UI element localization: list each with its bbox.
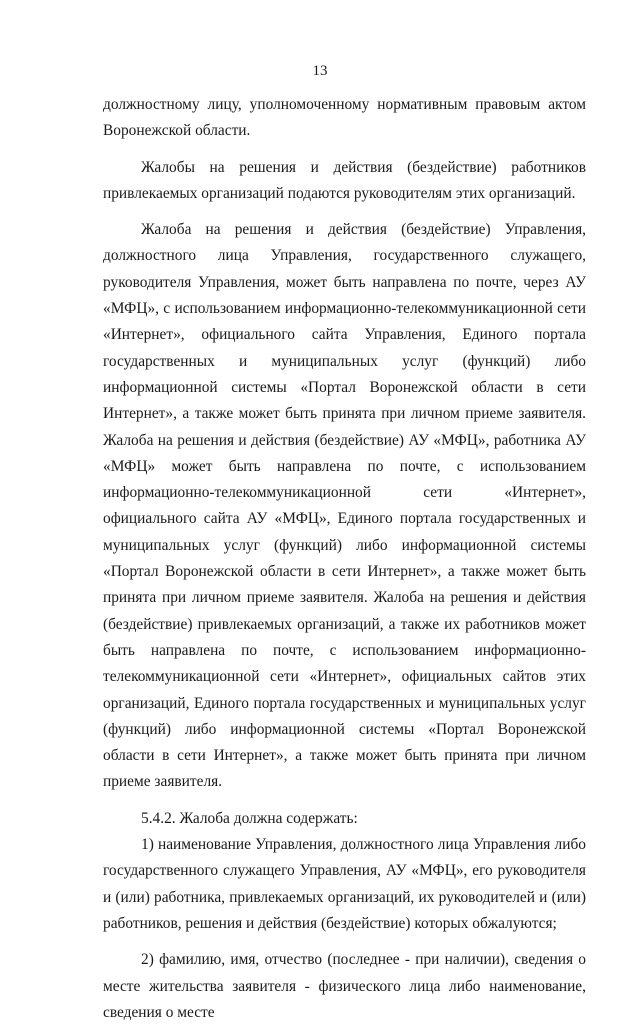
paragraph-2: Жалоба на решения и действия (бездействие) Управления, должностного лица Управления, государственного служащего, руководителя Управления, может быть направлена по почте, через АУ «МФЦ», с использованием информационно-телекоммуникационной сети «Интернет», официального сайта Управления, Единого портала государственных и муниципальных услуг (функций) либо информационной системы «Портал Воронежской области в сети Интернет», а также может быть принята при личном приеме заявителя. Жалоба на решения и действия (бездействие) АУ «МФЦ», работника АУ «МФЦ» может быть направлена по почте, с использованием информационно-телекоммуникационной сети «Интернет», официального сайта АУ «МФЦ», Единого портала государственных и муниципальных услуг (функций) либо информационной системы «Портал Воронежской области в сети Интернет», а также может быть принята при личном приеме заявителя. Жалоба на решения и действия (бездействие) привлекаемых организаций, а также их работников может быть направлена по почте, с использованием информационно-телекоммуникационной сети «Интернет», официальных сайтов этих организаций, Единого портала государственных и муниципальных услуг (функций) либо информационной системы «Портал Воронежской области в сети Интернет», а также может быть принята при личном приеме заявителя. — [103, 221, 586, 791]
paragraph-5: 2) фамилию, имя, отчество (последнее - при наличии), сведения о месте жительства заявителя - физического лица либо наименование, сведения о месте — [103, 951, 586, 1021]
page-number: 13 — [312, 63, 328, 79]
paragraph-0: должностному лицу, уполномоченному нормативным правовым актом Воронежской области. — [103, 96, 586, 140]
paragraph-1: Жалобы на решения и действия (бездействие) работников привлекаемых организаций подаются руководителям этих организаций. — [103, 158, 586, 202]
paragraph-3: 5.4.2. Жалоба должна содержать: — [141, 809, 358, 827]
document-body — [103, 92, 586, 1026]
paragraph-4: 1) наименование Управления, должностного лица Управления либо государственного служащего Управления, АУ «МФЦ», его руководителя и (или) работника, привлекаемых организаций, их руководителей и (или) работников, решения и действия (бездействие) которых обжалуются; — [103, 836, 586, 932]
